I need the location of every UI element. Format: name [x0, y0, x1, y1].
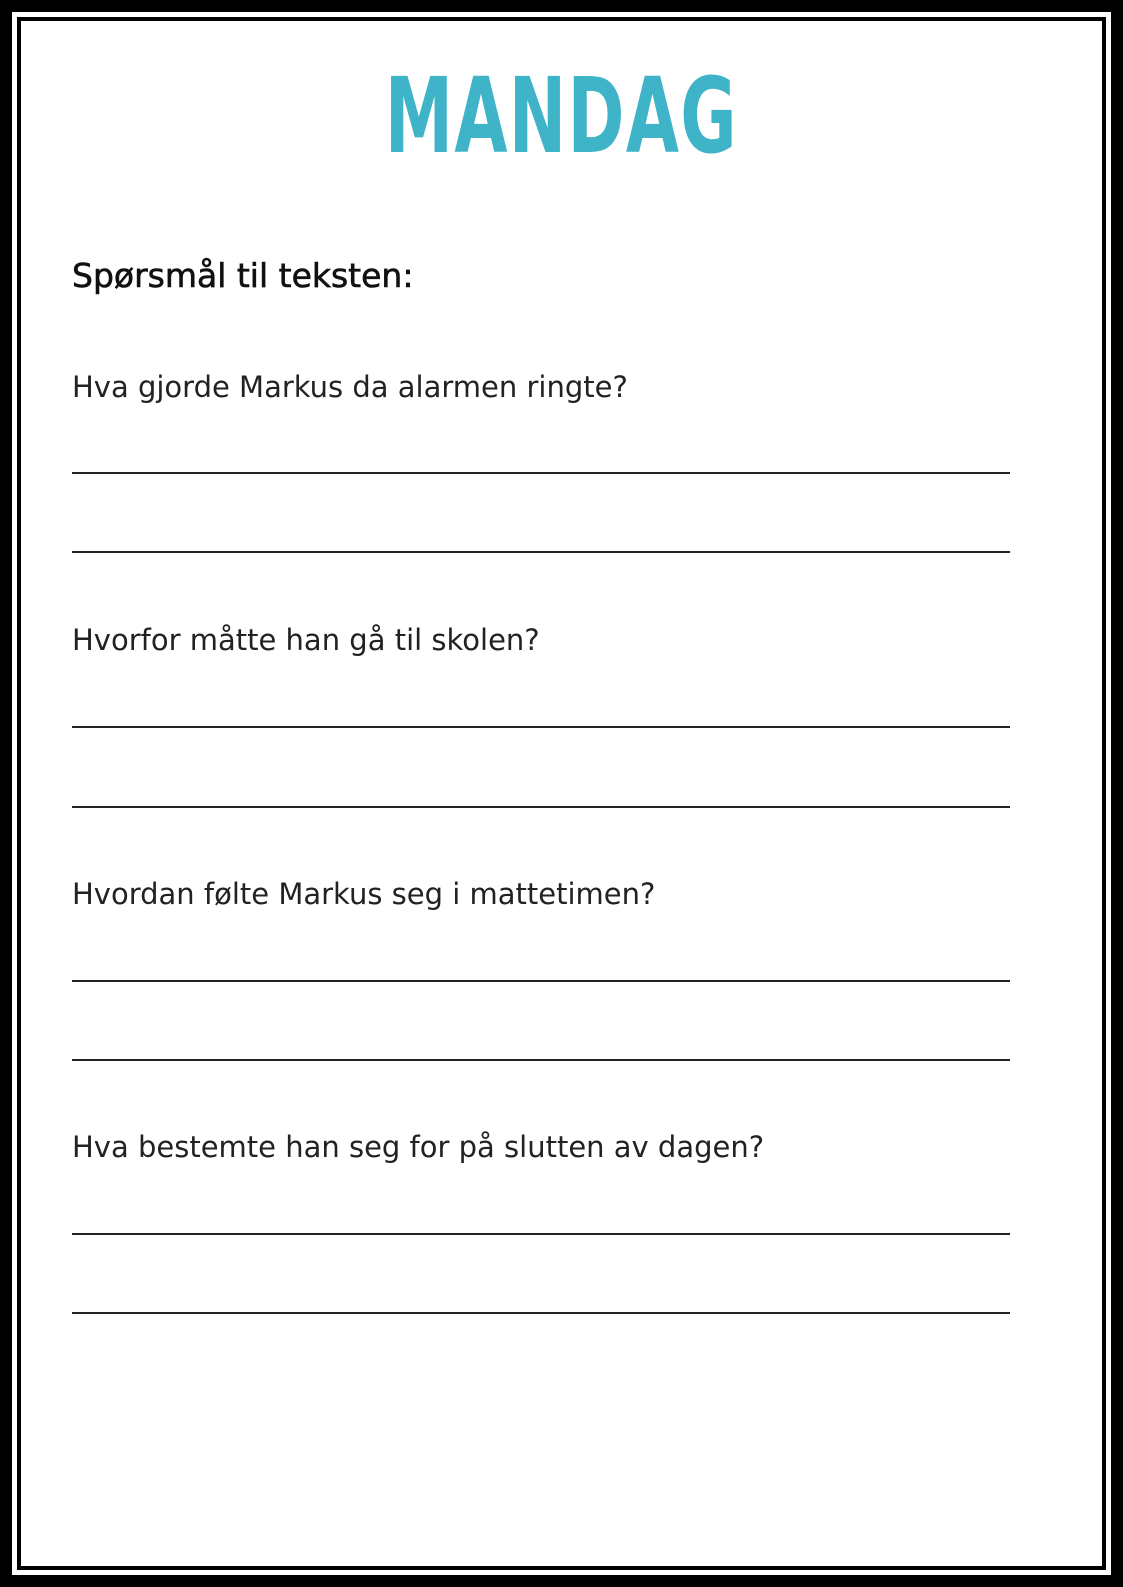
answer-line-4a[interactable]	[72, 1233, 1010, 1235]
question-1: Hva gjorde Markus da alarmen ringte?	[72, 370, 628, 404]
answer-line-1a[interactable]	[72, 472, 1010, 474]
answer-line-3b[interactable]	[72, 1059, 1010, 1061]
question-2: Hvorfor måtte han gå til skolen?	[72, 623, 540, 657]
answer-line-4b[interactable]	[72, 1312, 1010, 1314]
question-4: Hva bestemte han seg for på slutten av dagen?	[72, 1130, 765, 1164]
page-title: MANDAG	[384, 55, 738, 177]
page-border-inner	[17, 17, 1106, 1570]
answer-line-2a[interactable]	[72, 726, 1010, 728]
answer-line-2b[interactable]	[72, 806, 1010, 808]
question-3: Hvordan følte Markus seg i mattetimen?	[72, 877, 656, 911]
section-heading: Spørsmål til teksten:	[72, 256, 414, 295]
answer-line-3a[interactable]	[72, 980, 1010, 982]
answer-line-1b[interactable]	[72, 551, 1010, 553]
